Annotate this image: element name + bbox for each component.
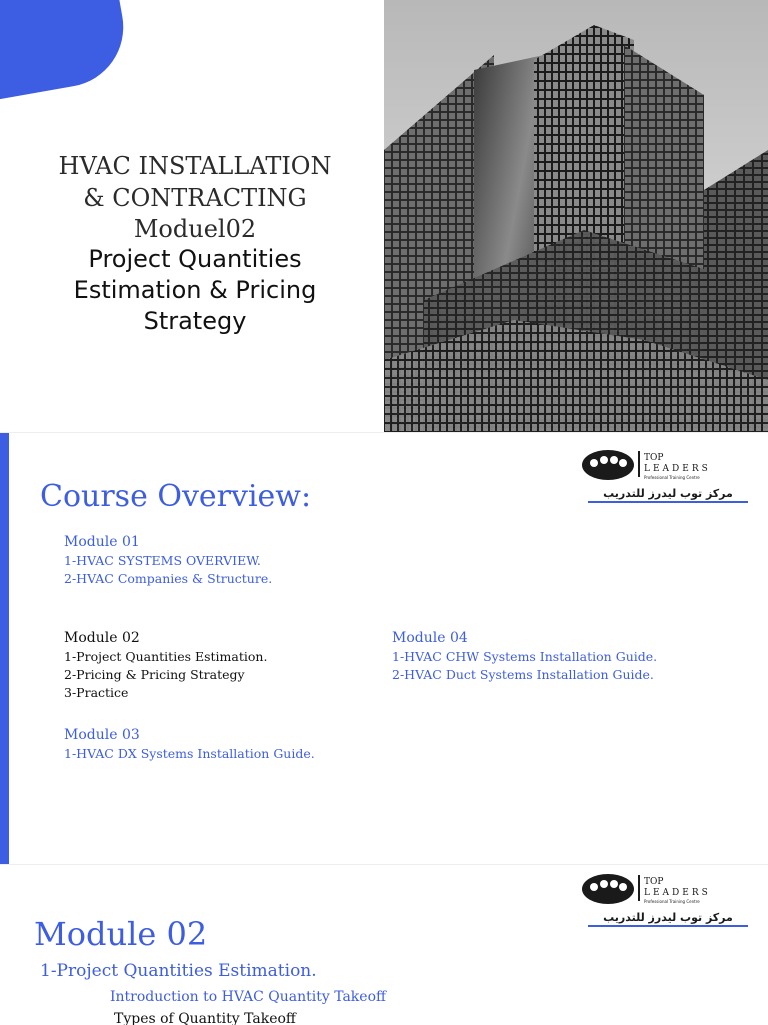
logo-2-arabic-text: مركز توب ليدرز للتدريب <box>603 911 733 924</box>
title-slide <box>0 0 768 432</box>
logo-2-top-text: TOP <box>644 877 664 887</box>
module-01-item-2: 2-HVAC Companies & Structure. <box>64 571 273 586</box>
logo-tagline: Professional Training Centre <box>644 475 700 480</box>
logo-top-text: TOP <box>644 453 664 463</box>
left-accent-bar <box>0 433 9 865</box>
module-01-block <box>64 533 272 588</box>
module-label: Moduel02 <box>133 215 257 243</box>
module-02-item-2: 2-Pricing & Pricing Strategy <box>64 667 245 682</box>
module-01-title: Module 01 <box>64 534 140 550</box>
module-02-item-3: 3-Practice <box>64 685 129 700</box>
module-02-block <box>64 629 267 702</box>
module-04-item-2: 2-HVAC Duct Systems Installation Guide. <box>392 667 654 682</box>
module-02-title: Module 02 <box>64 630 140 646</box>
module-03-block <box>64 726 315 763</box>
module-04-item-1: 1-HVAC CHW Systems Installation Guide. <box>392 649 658 664</box>
section-line-2: Types of Quantity Takeoff <box>114 1011 296 1025</box>
logo-leaders-text: LEADERS <box>644 464 711 474</box>
logo-arabic-text: مركز توب ليدرز للتدريب <box>603 487 733 500</box>
skyscraper-photo <box>384 0 768 432</box>
title-block <box>10 150 380 337</box>
module-02-slide <box>0 864 768 1025</box>
module-02-heading: Module 02 <box>34 915 208 953</box>
module-03-title: Module 03 <box>64 727 140 743</box>
section-line-1: Introduction to HVAC Quantity Takeoff <box>110 989 386 1005</box>
blue-corner-shape <box>0 0 133 102</box>
module-03-item-1: 1-HVAC DX Systems Installation Guide. <box>64 746 315 761</box>
top-leaders-logo <box>580 447 756 515</box>
top-leaders-logo-2 <box>580 871 756 939</box>
title-line-2: & CONTRACTING <box>83 184 307 212</box>
module-01-item-1: 1-HVAC SYSTEMS OVERVIEW. <box>64 553 261 568</box>
subtitle-line-1: Project Quantities <box>88 245 302 273</box>
course-overview-heading: Course Overview: <box>40 479 312 514</box>
subtitle-line-3: Strategy <box>143 307 247 335</box>
module-04-block <box>392 629 657 684</box>
section-title: 1-Project Quantities Estimation. <box>40 961 317 981</box>
module-02-item-1: 1-Project Quantities Estimation. <box>64 649 268 664</box>
title-line-1: HVAC INSTALLATION <box>58 152 332 180</box>
subtitle-line-2: Estimation & Pricing <box>73 276 317 304</box>
module-04-title: Module 04 <box>392 630 468 646</box>
logo-2-leaders-text: LEADERS <box>644 888 711 898</box>
logo-2-tagline: Professional Training Centre <box>644 899 700 904</box>
overview-slide <box>0 432 768 865</box>
